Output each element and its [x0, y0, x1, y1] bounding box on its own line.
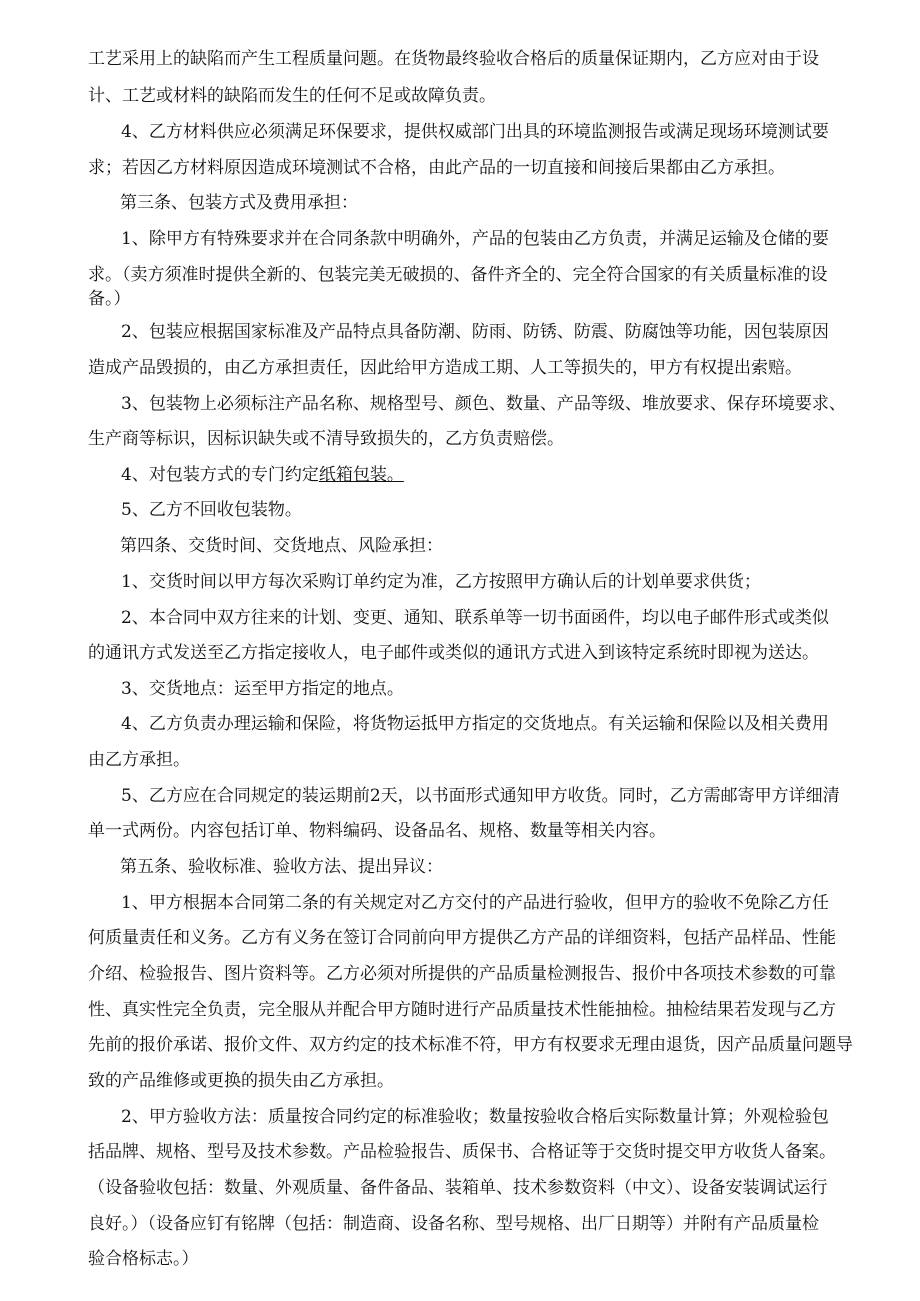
paragraph-line: 由乙方承担。 — [88, 750, 190, 770]
paragraph-line: 造成产品毁损的，由乙方承担责任，因此给甲方造成工期、人工等损失的，甲方有权提出索赔。 — [88, 358, 802, 378]
paragraph-line: （设备验收包括：数量、外观质量、备件备品、装箱单、技术参数资料（中文）、设备安装调试运行 — [88, 1178, 828, 1198]
paragraph-line: 先前的报价承诺、报价文件、双方约定的技术标准不符，甲方有权要求无理由退货，因产品质量问题导 — [88, 1035, 853, 1055]
paragraph-line: 2、本合同中双方往来的计划、变更、通知、联系单等一切书面函件，均以电子邮件形式或类似 — [121, 608, 829, 628]
paragraph-line: 1、甲方根据本合同第二条的有关规定对乙方交付的产品进行验收，但甲方的验收不免除乙方任 — [121, 893, 829, 913]
paragraph-line: 5、乙方不回收包装物。 — [121, 500, 302, 520]
paragraph-line: 生产商等标识，因标识缺失或不清导致损失的，乙方负责赔偿。 — [88, 429, 564, 449]
paragraph-line: 1、交货时间以甲方每次采购订单约定为准，乙方按照甲方确认后的计划单要求供货； — [121, 572, 761, 592]
paragraph-line: 介绍、检验报告、图片资料等。乙方必须对所提供的产品质量检测报告、报价中各项技术参数的可靠 — [88, 964, 836, 984]
paragraph-line: 的通讯方式发送至乙方指定接收人，电子邮件或类似的通讯方式进入到该特定系统时即视为送达。 — [88, 643, 819, 663]
paragraph-line: 4、乙方负责办理运输和保险，将货物运抵甲方指定的交货地点。有关运输和保险以及相关费用 — [121, 714, 829, 734]
paragraph-line: 1、除甲方有特殊要求并在合同条款中明确外，产品的包装由乙方负责，并满足运输及仓储的要 — [121, 229, 829, 249]
paragraph-line: 括品牌、规格、型号及技术参数。产品检验报告、质保书、合格证等于交货时提交甲方收货人备案。 — [88, 1142, 836, 1162]
paragraph-line: 单一式两份。内容包括订单、物料编码、设备品名、规格、数量等相关内容。 — [88, 821, 666, 841]
paragraph-line: 性、真实性完全负责，完全服从并配合甲方随时进行产品质量技术性能抽检。抽检结果若发现与乙方 — [88, 1000, 836, 1020]
section-heading-5: 第五条、验收标准、验收方法、提出异议： — [120, 857, 443, 877]
paragraph-line: 5、乙方应在合同规定的装运期前2天，以书面形式通知甲方收货。同时，乙方需邮寄甲方详细清 — [121, 786, 840, 806]
paragraph-line: 备。） — [88, 289, 131, 309]
paragraph-line: 求；若因乙方材料原因造成环境测试不合格，由此产品的一切直接和间接后果都由乙方承担。 — [88, 158, 785, 178]
paragraph-line: 何质量责任和义务。乙方有义务在签订合同前向甲方提供乙方产品的详细资料，包括产品样品、性能 — [88, 928, 836, 948]
packaging-agreement-line — [121, 464, 404, 486]
packaging-agreement-value: 纸箱包装。 — [318, 465, 404, 485]
paragraph-line: 致的产品维修或更换的损失由乙方承担。 — [88, 1071, 394, 1091]
paragraph-line: 4、乙方材料供应必须满足环保要求，提供权威部门出具的环境监测报告或满足现场环境测试要 — [121, 122, 829, 142]
paragraph-line: 2、包装应根据国家标准及产品特点具备防潮、防雨、防锈、防震、防腐蚀等功能，因包装原因 — [121, 322, 829, 342]
section-heading-4: 第四条、交货时间、交货地点、风险承担： — [120, 536, 443, 556]
packaging-agreement-label: 4、对包装方式的专门约定 — [121, 465, 319, 485]
paragraph-line: 求。（卖方须准时提供全新的、包装完美无破损的、备件齐全的、完全符合国家的有关质量标准的设 — [88, 265, 828, 285]
paragraph-line: 3、包装物上必须标注产品名称、规格型号、颜色、数量、产品等级、堆放要求、保存环境要求、 — [121, 394, 846, 414]
paragraph-line: 良好。）（设备应钉有铭牌（包括：制造商、设备名称、型号规格、出厂日期等）并附有产品质量检 — [88, 1214, 819, 1234]
section-heading-3: 第三条、包装方式及费用承担： — [120, 193, 358, 213]
paragraph-line: 计、工艺或材料的缺陷而发生的任何不足或故障负责。 — [88, 86, 496, 106]
paragraph-line: 工艺采用上的缺陷而产生工程质量问题。在货物最终验收合格后的质量保证期内，乙方应对由于设 — [88, 49, 819, 69]
paragraph-line: 2、甲方验收方法：质量按合同约定的标准验收；数量按验收合格后实际数量计算；外观检验包 — [121, 1107, 829, 1127]
paragraph-line: 3、交货地点：运至甲方指定的地点。 — [121, 679, 404, 699]
paragraph-line: 验合格标志。） — [88, 1249, 199, 1269]
